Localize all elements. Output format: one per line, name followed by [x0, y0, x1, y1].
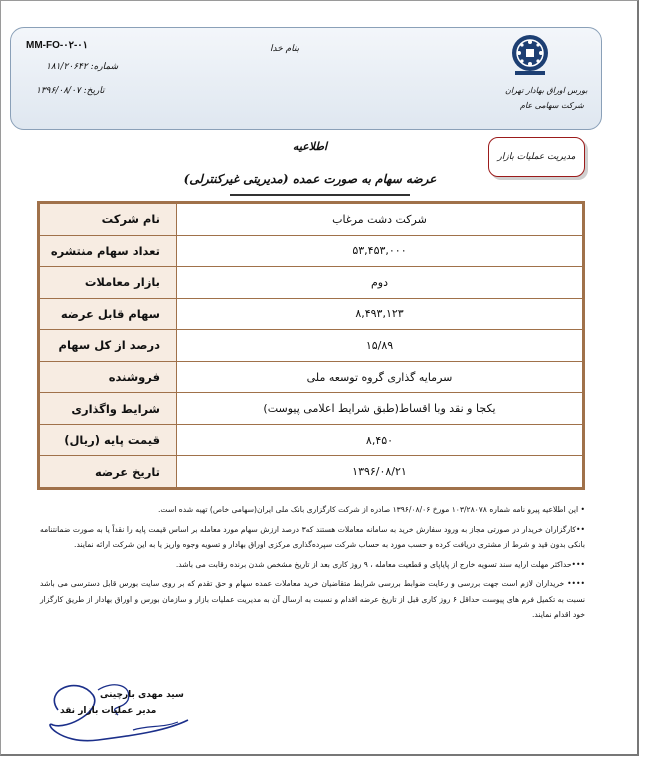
row-label: سهام قابل عرضه [39, 298, 177, 330]
offer-details-table [37, 201, 585, 490]
table-row [39, 456, 584, 489]
department-stamp: مدیریت عملیات بازار [488, 137, 585, 177]
letter-date: تاریخ: ۱۳۹۶/۰۸/۰۷ [36, 86, 105, 96]
org-name: بورس اوراق بهادار تهران [505, 86, 588, 95]
table-row [39, 361, 584, 393]
row-label: نام شرکت [39, 203, 177, 236]
row-label: تعداد سهام منتشره [39, 235, 177, 267]
row-value: سرمایه گذاری گروه توسعه ملی [177, 361, 584, 393]
org-type: شرکت سهامی عام [520, 101, 584, 110]
row-value: ۱۳۹۶/۰۸/۲۱ [177, 456, 584, 489]
note-item: •••• خریداران لازم است جهت بررسی و رعایت ضوابط بررسی شرایط متقاضیان خرید معاملات عمده سهام و حق تقدم که بر روی سایت بورس قابل دسترسی می باشد نسبت به تکمیل فرم های پیوست حداقل ۶ روز کاری قبل از تاریخ عرضه اقدام و نسبت به ارسال آن به مدیریت عملیات بازار و سازمان بورس و اوراق بهادار از طریق کارگزار خود اقدام نمایند. [40, 579, 585, 619]
table-row [39, 235, 584, 267]
table-row [39, 330, 584, 362]
table-row [39, 267, 584, 299]
row-value: شرکت دشت مرغاب [177, 203, 584, 236]
table-row [39, 393, 584, 425]
signatory-name: سید مهدی بارچینی [100, 690, 184, 700]
note-item: ••کارگزاران خریدار در صورتی مجاز به ورود سفارش خرید به سامانه معاملات هستند که۳ درصد ارزش سهام مورد معامله بر اساس قیمت پایه را نقداً یا به صورت ضمانتنامه بانکی بدون قید و شرط از مشتری دریافت کرده و حسب مورد به حساب شرکت سپرده‌گذاری مرکزی اوراق بهادار و تسویه وجوه واریز یا به این شرکت ارائه نمایند. [40, 524, 586, 549]
row-value: ۵۳,۴۵۳,۰۰۰ [177, 235, 584, 267]
bismillah: بنام خدا [270, 44, 300, 54]
table-row [39, 424, 584, 456]
signatory-title: مدیر عملیات بازار نقد [60, 706, 157, 716]
title-underline [230, 194, 410, 196]
note-item: •••حداکثر مهلت ارایه سند تسویه خارج از پایاپای و قطعیت معامله ، ۹ روز کاری بعد از تاریخ مشخص شدن برنده رقابت می باشد. [175, 559, 585, 569]
notes-section [40, 502, 585, 627]
row-label: شرایط واگذاری [39, 393, 177, 425]
row-label: قیمت پایه (ریال) [39, 424, 177, 456]
row-value: ۸,۴۵۰ [177, 424, 584, 456]
letter-number: شماره: ۱۸۱/۲۰۶۴۲ [46, 62, 119, 72]
row-value: ۸,۴۹۳,۱۲۳ [177, 298, 584, 330]
notice-heading: اطلاعیه [292, 140, 328, 153]
row-value: ۱۵/۸۹ [177, 330, 584, 362]
exchange-logo-icon [505, 33, 555, 77]
row-label: درصد از کل سهام [39, 330, 177, 362]
notice-title: عرضه سهام به صورت عمده (مدیریتی غیرکنترلی) [183, 172, 437, 186]
row-value: یکجا و نقد وبا اقساط(طبق شرایط اعلامی پیوست) [177, 393, 584, 425]
table-row [39, 298, 584, 330]
row-label: تاریخ عرضه [39, 456, 177, 489]
row-label: بازار معاملات [39, 267, 177, 299]
row-label: فروشنده [39, 361, 177, 393]
note-item: • این اطلاعیه پیرو نامه شماره ۱۰۳/۲۸۰۷۸ مورخ ۱۳۹۶/۰۸/۰۶ صادره از شرکت کارگزاری بانک ملی ایران(سهامی خاص) تهیه شده است. [158, 505, 585, 514]
table-row [39, 203, 584, 236]
form-code: MM-FO-۰۲-۰۱ [26, 40, 89, 51]
row-value: دوم [177, 267, 584, 299]
